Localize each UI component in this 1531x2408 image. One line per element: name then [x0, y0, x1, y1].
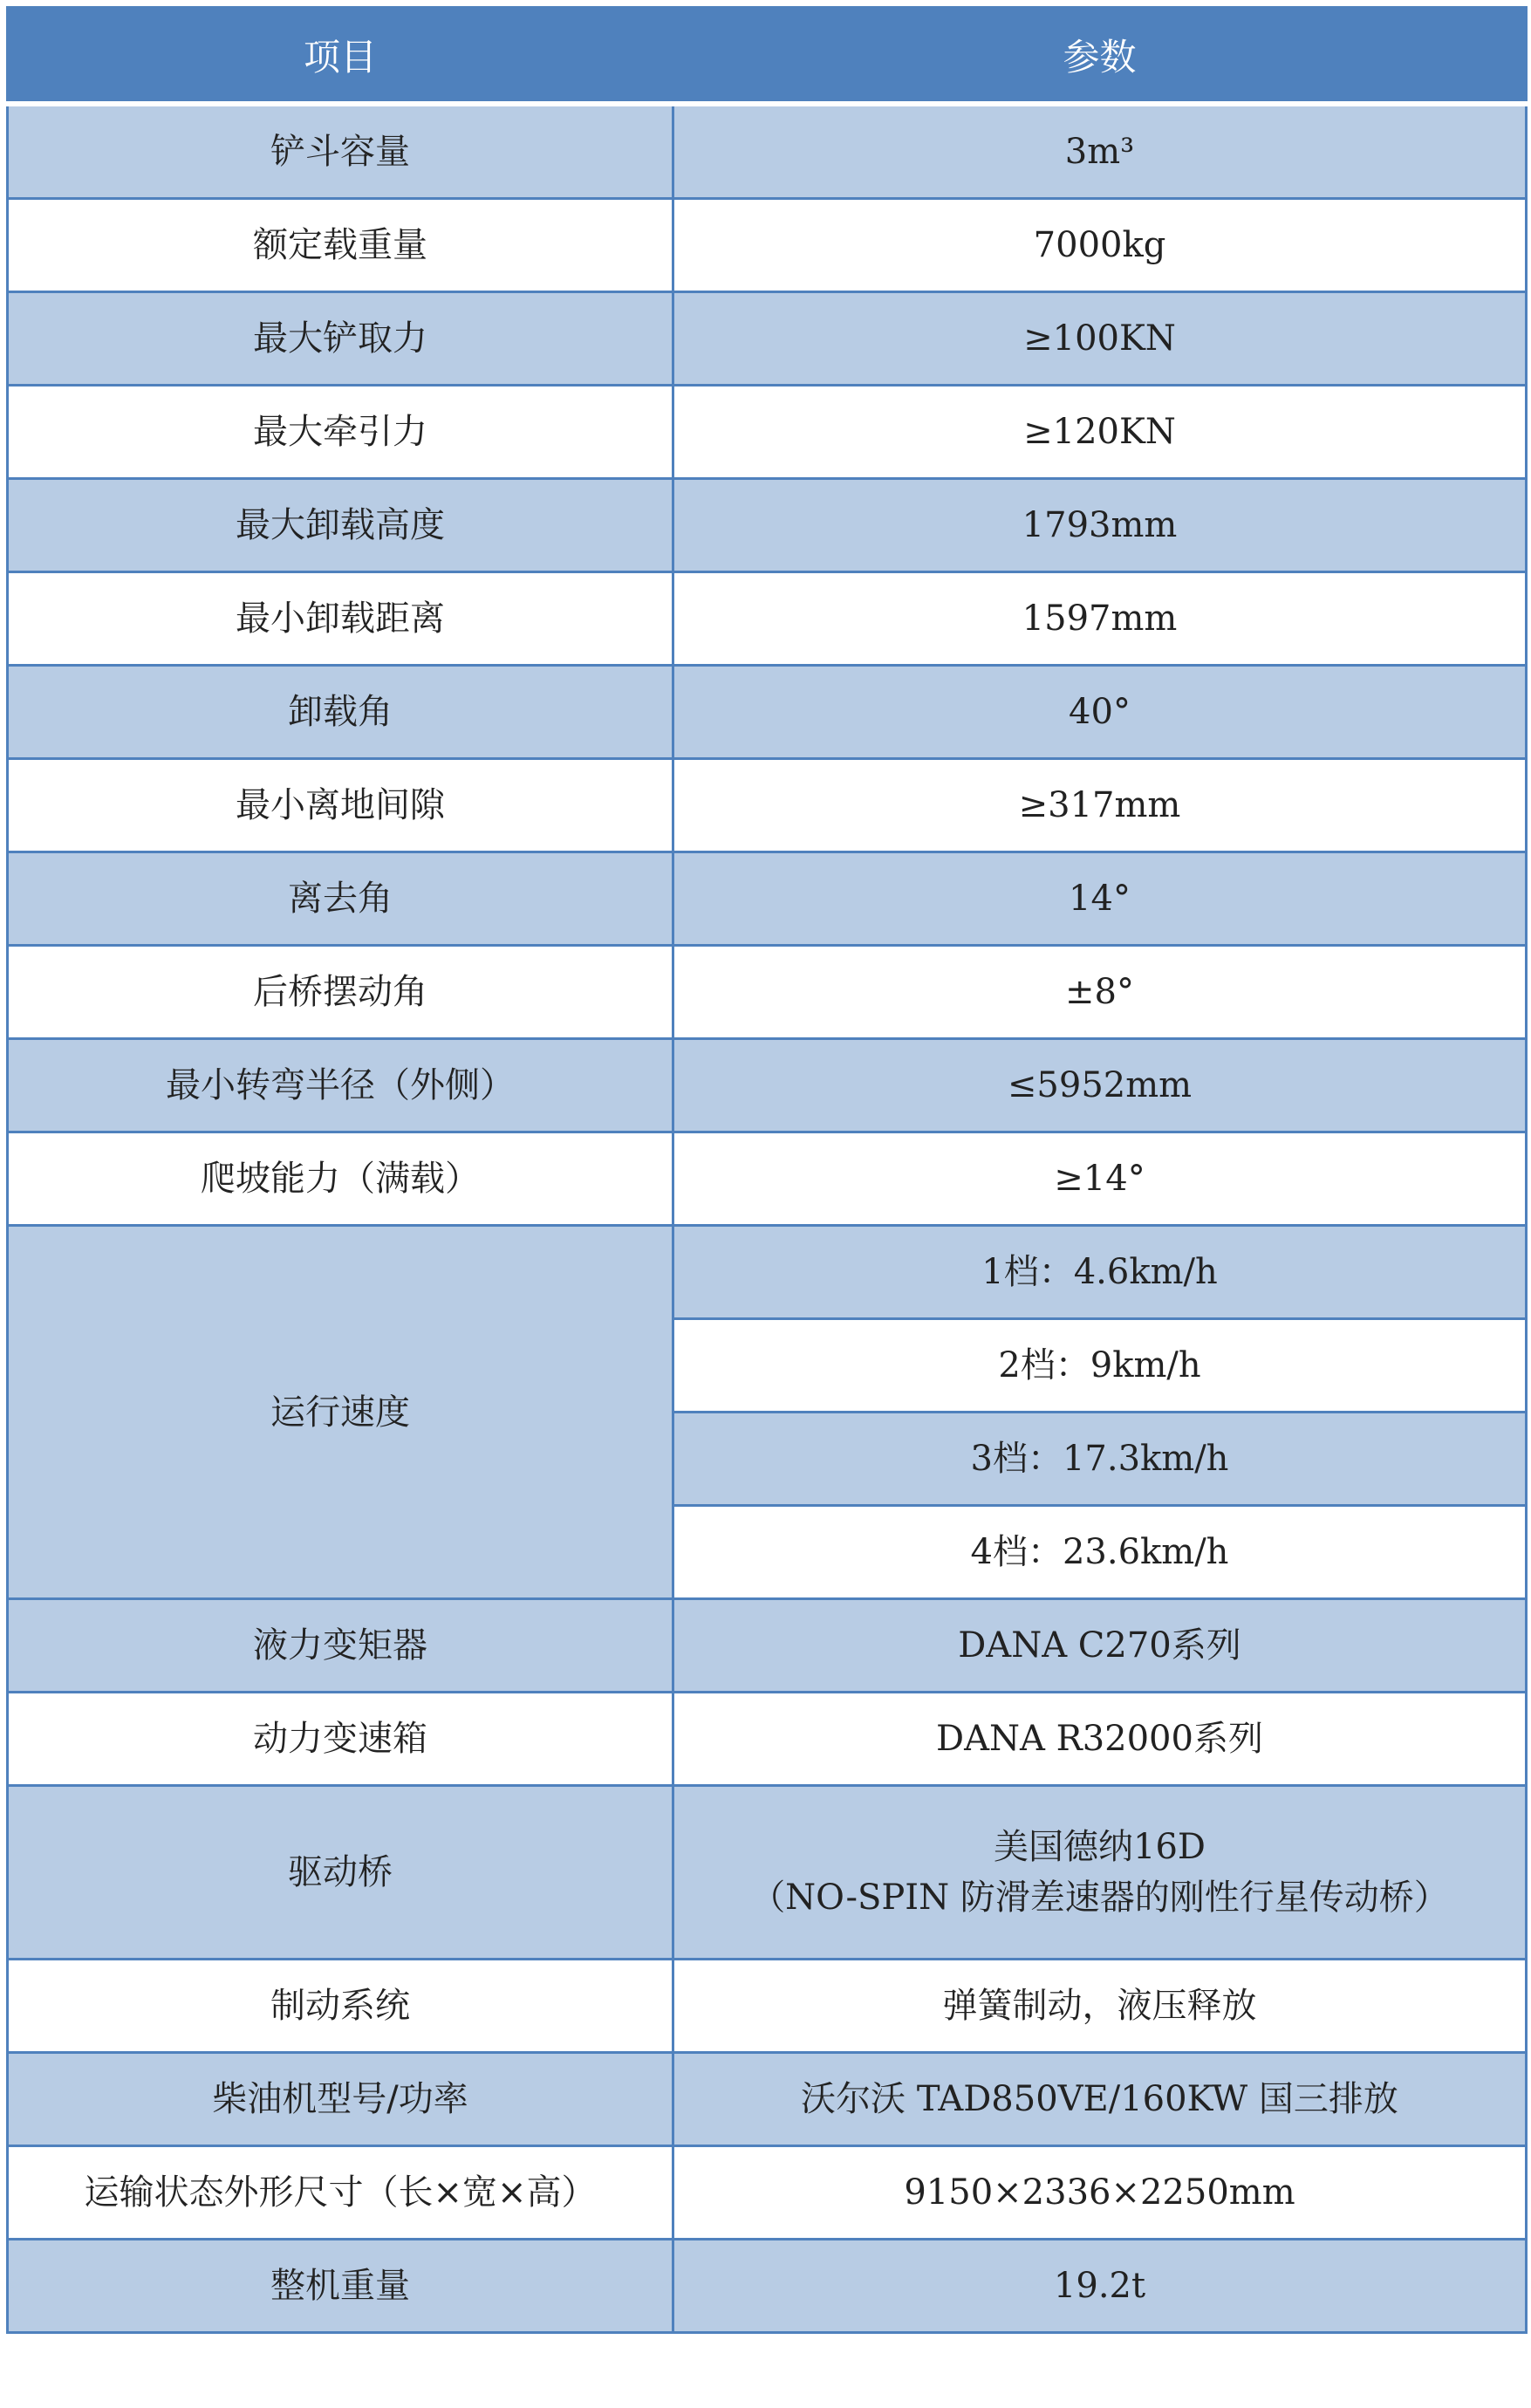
row-label: 制动系统 — [8, 1960, 673, 2053]
row-value: ≥317mm — [673, 759, 1527, 852]
table-row — [8, 292, 1527, 386]
table-row — [8, 852, 1527, 946]
row-label: 最小转弯半径（外侧） — [8, 1039, 673, 1132]
row-label: 卸载角 — [8, 666, 673, 759]
row-label: 最大卸载高度 — [8, 479, 673, 572]
row-label: 最大牵引力 — [8, 386, 673, 479]
row-label: 运输状态外形尺寸（长×宽×高） — [8, 2146, 673, 2240]
row-label: 后桥摆动角 — [8, 946, 673, 1039]
row-label: 爬坡能力（满载） — [8, 1132, 673, 1226]
table-row — [8, 2240, 1527, 2333]
row-label: 液力变矩器 — [8, 1599, 673, 1693]
row-value: 19.2t — [673, 2240, 1527, 2333]
axle-label: 驱动桥 — [8, 1786, 673, 1960]
row-value: 14° — [673, 852, 1527, 946]
row-value: 1793mm — [673, 479, 1527, 572]
row-value: ≤5952mm — [673, 1039, 1527, 1132]
table-row — [8, 2146, 1527, 2240]
header-item: 项目 — [8, 8, 673, 105]
row-label: 最大铲取力 — [8, 292, 673, 386]
axle-value — [673, 1786, 1527, 1960]
speed-gear-2: 2档：9km/h — [673, 1319, 1527, 1413]
header-row — [8, 8, 1527, 105]
row-value: 弹簧制动，液压释放 — [673, 1960, 1527, 2053]
row-value: 7000kg — [673, 199, 1527, 292]
row-value: ≥120KN — [673, 386, 1527, 479]
row-label: 最小卸载距离 — [8, 572, 673, 666]
table-row — [8, 104, 1527, 199]
row-value: 1597mm — [673, 572, 1527, 666]
row-label: 额定载重量 — [8, 199, 673, 292]
axle-value-line2: （NO-SPIN 防滑差速器的刚性行星传动桥） — [750, 1878, 1449, 1918]
row-value: 沃尔沃 TAD850VE/160KW 国三排放 — [673, 2053, 1527, 2146]
speed-row — [8, 1226, 1527, 1319]
row-value: 9150×2336×2250mm — [673, 2146, 1527, 2240]
spec-table — [6, 6, 1528, 2334]
row-value: ±8° — [673, 946, 1527, 1039]
row-value: 3m³ — [673, 104, 1527, 199]
row-value: 40° — [673, 666, 1527, 759]
row-label: 整机重量 — [8, 2240, 673, 2333]
row-value: ≥14° — [673, 1132, 1527, 1226]
speed-gear-1: 1档：4.6km/h — [673, 1226, 1527, 1319]
row-label: 离去角 — [8, 852, 673, 946]
table-row — [8, 2053, 1527, 2146]
row-label: 柴油机型号/功率 — [8, 2053, 673, 2146]
table-row — [8, 1132, 1527, 1226]
axle-row — [8, 1786, 1527, 1960]
axle-value-line1: 美国德纳16D — [994, 1827, 1206, 1867]
row-value: DANA C270系列 — [673, 1599, 1527, 1693]
speed-gear-3: 3档：17.3km/h — [673, 1413, 1527, 1506]
row-label: 动力变速箱 — [8, 1693, 673, 1786]
table-row — [8, 386, 1527, 479]
header-param: 参数 — [673, 8, 1527, 105]
table-row — [8, 1599, 1527, 1693]
table-row — [8, 479, 1527, 572]
speed-label: 运行速度 — [8, 1226, 673, 1599]
table-row — [8, 199, 1527, 292]
table-row — [8, 1693, 1527, 1786]
row-label: 最小离地间隙 — [8, 759, 673, 852]
table-row — [8, 946, 1527, 1039]
table-row — [8, 572, 1527, 666]
table-row — [8, 666, 1527, 759]
row-value: ≥100KN — [673, 292, 1527, 386]
row-value: DANA R32000系列 — [673, 1693, 1527, 1786]
speed-gear-4: 4档：23.6km/h — [673, 1506, 1527, 1599]
table-row — [8, 1039, 1527, 1132]
table-row — [8, 1960, 1527, 2053]
table-row — [8, 759, 1527, 852]
row-label: 铲斗容量 — [8, 104, 673, 199]
